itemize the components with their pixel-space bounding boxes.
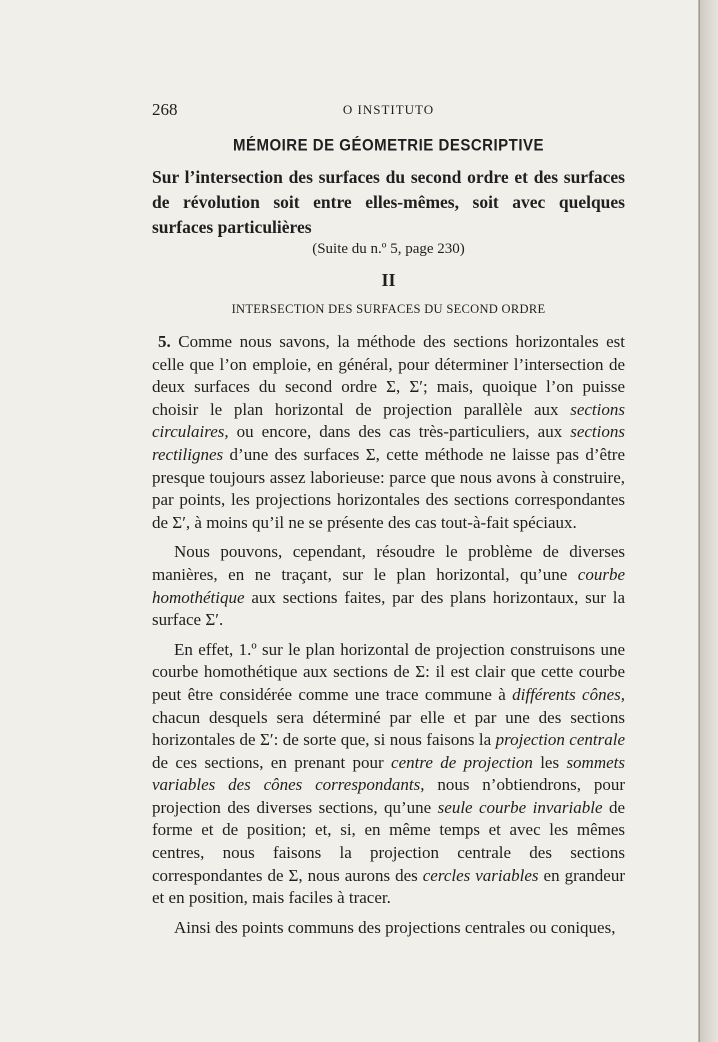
text-run: les	[532, 752, 567, 772]
text-run: En effet, 1.º sur le plan horizontal de projection construisons une courbe homothétique aux sections de Σ: il est clair que cette courbe peut être considérée comme une trace commune à	[152, 639, 625, 704]
italic-run: sommets variables des cônes correspondants,	[152, 752, 625, 795]
paragraph	[152, 917, 625, 940]
italic-run: projection centrale	[495, 730, 625, 750]
article-title: MÉMOIRE DE GÉOMETRIE DESCRIPTIVE	[232, 136, 545, 155]
text-run: en grandeur et en position, mais faciles à tracer.	[152, 865, 625, 908]
page-edge	[699, 0, 718, 1042]
paragraph	[152, 331, 625, 534]
text-run: Ainsi des points communs des projections centrales ou coniques,	[174, 917, 616, 937]
text-run: chacun desquels sera déterminé par elle et par une des sections horizontales de Σ′: de sorte que, si nous faisons la	[152, 707, 625, 750]
italic-run: cercles variables	[422, 865, 539, 885]
text-run: Comme nous savons, la méthode des sections horizontales est celle que l’on emploie, en général, pour déterminer l’intersection de deux surfaces du second ordre Σ, Σ′; mais, quoique l’on puisse choisir le plan horizontal de projection parallèle aux	[152, 332, 625, 419]
italic-run: sections rectilignes	[152, 422, 625, 464]
italic-run: courbe homothétique	[152, 564, 625, 607]
italic-run: centre de projection	[391, 752, 533, 772]
chapter-number: II	[381, 270, 396, 290]
italic-run: différents cônes,	[512, 684, 625, 704]
section-heading: INTERSECTION DES SURFACES DU SECOND ORDRE	[231, 302, 546, 316]
text-run: de forme et de position; et, si, en même temps et avec les mêmes centres, nous faisons la projection centrale des sections correspondantes de Σ, nous aurons des	[152, 797, 626, 885]
page-number: 268	[152, 100, 178, 119]
text-run: ou encore, dans des cas très-particuliers, aux	[228, 422, 571, 442]
text-run: de ces sections, en prenant pour	[152, 752, 392, 772]
text-run: Nous pouvons, cependant, résoudre le problème de diverses manières, en ne traçant, sur le plan horizontal, qu’une	[152, 542, 625, 584]
body-text	[152, 331, 625, 946]
text-run: d’une des surfaces Σ, cette méthode ne laisse pas d’être presque toujours assez laborieuse: parce que nous avons à construire, par points, les projections horizontales des sections correspondantes de Σ′, à moins qu’il ne se présente des cas tout-à-fait spéciaux.	[152, 444, 625, 532]
paragraph	[152, 541, 625, 631]
paragraph	[152, 639, 625, 910]
continuation-note: (Suite du n.º 5, page 230)	[312, 241, 465, 257]
text-run: aux sections faites, par des plans horizontaux, sur la surface Σ′.	[152, 587, 625, 630]
text-run: nous n’obtiendrons, pour projection des diverses sections, qu’une	[152, 775, 625, 817]
italic-run: sections circulaires,	[152, 399, 625, 442]
italic-run: seule courbe invariable	[437, 797, 603, 817]
running-title: O INSTITUTO	[342, 102, 435, 117]
paragraph-number: 5.	[158, 332, 171, 351]
article-subtitle: Sur l’intersection des surfaces du second ordre et des surfaces de révolution soit entre elles-mêmes, soit avec quelques surfaces particulières	[152, 167, 625, 237]
